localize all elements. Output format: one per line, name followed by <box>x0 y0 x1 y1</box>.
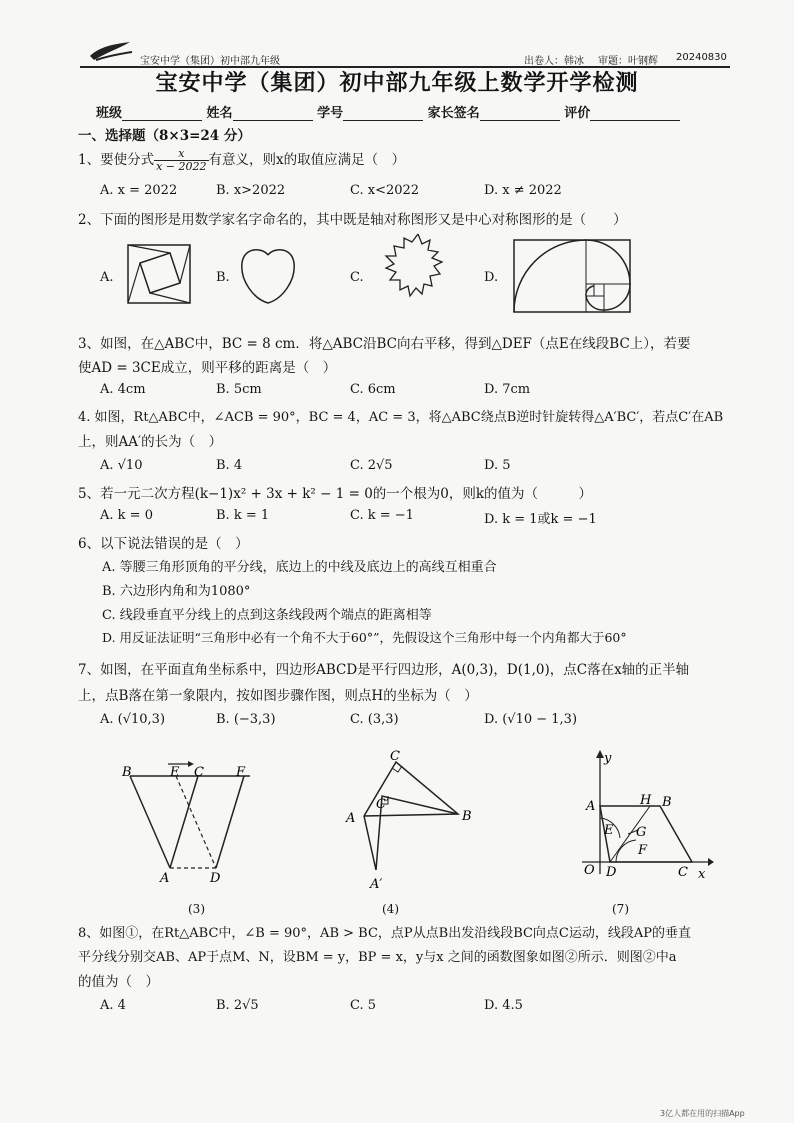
class-field[interactable] <box>122 106 202 121</box>
fig7-label-x: x <box>698 867 706 882</box>
q7-option-a[interactable]: A. (√10,3) <box>100 712 166 727</box>
fig4-label-b: B <box>462 809 472 824</box>
school-logo <box>86 38 136 68</box>
q6-option-b[interactable]: B. 六边形内角和为1080° <box>102 584 251 599</box>
header-school: 宝安中学（集团）初中部九年级 <box>140 56 280 67</box>
q4-option-a[interactable]: A. √10 <box>100 458 143 473</box>
q8-option-b[interactable]: B. 2√5 <box>216 998 259 1013</box>
q2-label-a[interactable]: A. <box>100 270 114 285</box>
q5-option-d[interactable]: D. k = 1或k = −1 <box>484 512 597 527</box>
figure-7 <box>574 748 714 888</box>
q5-option-a[interactable]: A. k = 0 <box>100 508 153 523</box>
parent-field[interactable] <box>480 106 560 121</box>
figure-7-caption: (7) <box>612 902 629 916</box>
q3-stem-line1: 3、如图，在△ABC中，BC = 8 cm．将△ABC沿BC向右平移，得到△DEF（点E在线段BC上），若要 <box>78 336 691 352</box>
header-date: 20240830 <box>676 52 727 63</box>
header-reviewer: 审题：叶钢辉 <box>598 56 658 67</box>
q7-option-b[interactable]: B. (−3,3) <box>216 712 276 727</box>
fig4-label-aprime: A′ <box>370 877 383 892</box>
info-parent: 家长签名 <box>427 106 480 121</box>
q3-option-d[interactable]: D. 7cm <box>484 382 531 397</box>
name-field[interactable] <box>233 106 313 121</box>
q1-prefix: 1、要使分式 <box>78 152 155 168</box>
q8-stem-line2: 平分线分别交AB、AP于点M、N，设BM = y，BP = x，y与x 之间的函数图象如图②所示．则图②中a <box>78 950 677 965</box>
q1-stem <box>78 148 405 173</box>
q2-figure-a-square[interactable] <box>124 243 194 311</box>
fig7-label-c: C <box>678 865 688 880</box>
q4-stem-line2: 上，则AA′的长为（ ） <box>78 434 223 450</box>
fig3-label-a: A <box>160 871 170 886</box>
fig3-label-e: E <box>170 765 180 780</box>
fig4-label-cprime: C′ <box>376 797 389 812</box>
q2-stem: 2、下面的图形是用数学家名字命名的，其中既是轴对称图形又是中心对称图形的是（ ） <box>78 212 627 228</box>
scanner-watermark: 3亿人都在用的扫描App <box>660 1109 745 1118</box>
q4-stem-line1: 4. 如图，Rt△ABC中，∠ACB = 90°，BC = 4，AC = 3，将△ABC绕点B逆时针旋转得△A′BC′，若点C′在AB <box>78 410 724 425</box>
fig7-label-o: O <box>584 863 595 878</box>
q1-option-d[interactable]: D. x ≠ 2022 <box>484 183 562 198</box>
q7-stem-line1: 7、如图，在平面直角坐标系中，四边形ABCD是平行四边形，A(0,3)，D(1,0)，点C落在x轴的正半轴 <box>78 662 690 678</box>
q2-label-c[interactable]: C. <box>350 270 364 285</box>
info-score: 评价 <box>564 106 591 121</box>
q5-option-c[interactable]: C. k = −1 <box>350 508 414 523</box>
header-setter: 出卷人：韩冰 <box>524 56 584 67</box>
figure-3 <box>118 752 278 890</box>
q4-option-b[interactable]: B. 4 <box>216 458 243 473</box>
q2-label-d[interactable]: D. <box>484 270 499 285</box>
q2-figure-c-snowflake[interactable] <box>372 232 464 316</box>
q1-option-a[interactable]: A. x = 2022 <box>100 183 178 198</box>
q6-option-d[interactable]: D. 用反证法证明“三角形中必有一个角不大于60°”，先假设这个三角形中每一个内角都大于60° <box>102 630 627 645</box>
q8-stem-line3: 的值为（ ） <box>78 974 159 990</box>
q1-option-b[interactable]: B. x>2022 <box>216 183 286 198</box>
q1-fraction <box>154 148 208 173</box>
number-field[interactable] <box>343 106 423 121</box>
info-row <box>96 102 680 121</box>
fig4-label-a: A <box>346 811 356 826</box>
q3-option-b[interactable]: B. 5cm <box>216 382 262 397</box>
q1-frac-den: x − 2022 <box>156 160 207 173</box>
score-field[interactable] <box>590 106 680 121</box>
fig7-label-d: D <box>606 865 617 880</box>
figure-3-caption: (3) <box>188 902 205 916</box>
q1-suffix: 有意义，则x的取值应满足（ ） <box>208 152 406 168</box>
q4-option-c[interactable]: C. 2√5 <box>350 458 393 473</box>
q3-option-a[interactable]: A. 4cm <box>100 382 146 397</box>
fig7-label-h: H <box>640 793 652 808</box>
q5-option-b[interactable]: B. k = 1 <box>216 508 270 523</box>
q6-stem: 6、以下说法错误的是（ ） <box>78 536 249 552</box>
q7-stem-line2: 上，点B落在第一象限内，按如图步骤作图，则点H的坐标为（ ） <box>78 688 478 704</box>
info-class: 班级 <box>96 106 123 121</box>
page-title: 宝安中学（集团）初中部九年级上数学开学检测 <box>155 71 639 96</box>
fig3-label-d: D <box>210 871 221 886</box>
q8-stem-line1: 8、如图①，在Rt△ABC中，∠B = 90°，AB > BC，点P从点B出发沿线段BC向点C运动，线段AP的垂直 <box>78 926 692 941</box>
fig3-label-f: F <box>236 765 246 780</box>
section-heading: 一、选择题（8×3=24 分） <box>78 128 251 144</box>
fig4-label-c: C <box>390 749 400 764</box>
fig7-label-g: G <box>636 825 647 840</box>
fig7-label-e: E <box>604 823 614 838</box>
q7-option-d[interactable]: D. (√10 − 1,3) <box>484 712 578 727</box>
q8-option-c[interactable]: C. 5 <box>350 998 377 1013</box>
q2-figure-d-spiral[interactable] <box>510 238 632 318</box>
q3-stem-line2: 使AD = 3CE成立，则平移的距离是（ ） <box>78 360 337 376</box>
q6-option-c[interactable]: C. 线段垂直平分线上的点到这条线段两个端点的距离相等 <box>102 608 432 623</box>
q4-option-d[interactable]: D. 5 <box>484 458 511 473</box>
figure-4 <box>340 744 480 898</box>
fig7-label-f: F <box>638 843 648 858</box>
q1-option-c[interactable]: C. x<2022 <box>350 183 420 198</box>
info-name: 姓名 <box>206 106 233 121</box>
q3-option-c[interactable]: C. 6cm <box>350 382 396 397</box>
q6-option-a[interactable]: A. 等腰三角形顶角的平分线，底边上的中线及底边上的高线互相重合 <box>102 560 497 575</box>
info-number: 学号 <box>317 106 344 121</box>
fig7-label-a: A <box>586 799 596 814</box>
q7-option-c[interactable]: C. (3,3) <box>350 712 399 727</box>
fig7-label-b: B <box>662 795 672 810</box>
q2-label-b[interactable]: B. <box>216 270 230 285</box>
fig3-label-b: B <box>122 765 132 780</box>
fig7-label-y: y <box>604 751 612 766</box>
q2-figure-b-heart[interactable] <box>236 245 300 311</box>
q5-stem: 5、若一元二次方程(k−1)x² + 3x + k² − 1 = 0的一个根为0，则k的值为（ ） <box>78 486 593 502</box>
q1-frac-num: x <box>154 148 208 161</box>
fig3-label-c: C <box>194 765 204 780</box>
q8-option-a[interactable]: A. 4 <box>100 998 126 1013</box>
q8-option-d[interactable]: D. 4.5 <box>484 998 523 1013</box>
figure-4-caption: (4) <box>382 902 399 916</box>
